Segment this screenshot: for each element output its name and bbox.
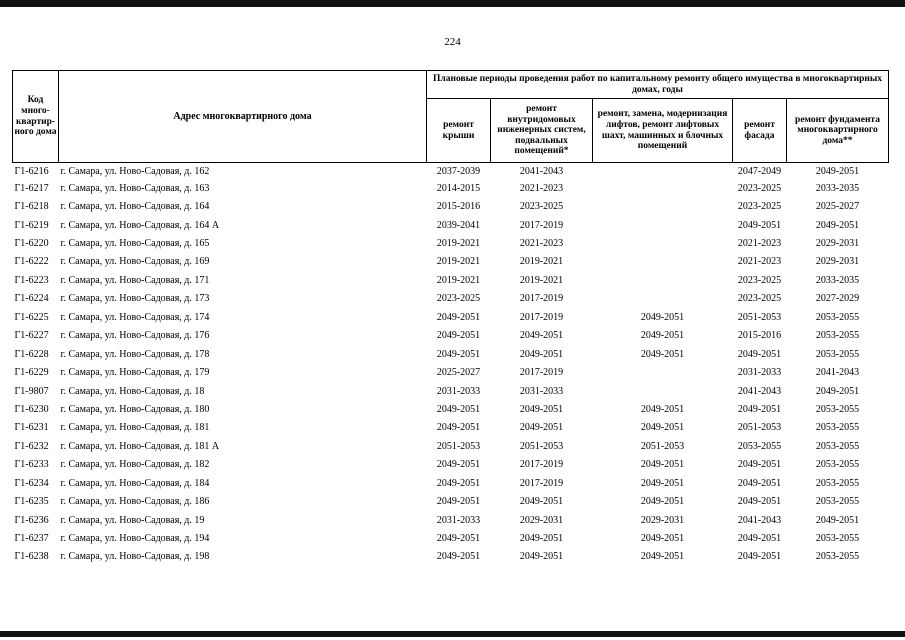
cell-facade: 2051-2053 bbox=[737, 422, 782, 434]
cell-code: Г1-6217 bbox=[14, 182, 49, 194]
cell-facade: 2023-2025 bbox=[737, 293, 782, 305]
table-row bbox=[13, 290, 889, 308]
cell-engineering: 2017-2019 bbox=[519, 367, 564, 379]
cell-address: г. Самара, ул. Ново-Садовая, д. 178 bbox=[60, 348, 210, 360]
cell-address: г. Самара, ул. Ново-Садовая, д. 164 А bbox=[60, 219, 220, 231]
cell-code: Г1-6236 bbox=[14, 514, 49, 526]
cell-foundation: 2049-2051 bbox=[815, 219, 860, 231]
cell-address: г. Самара, ул. Ново-Садовая, д. 182 bbox=[60, 459, 210, 471]
cell-elevators: 2049-2051 bbox=[640, 551, 685, 563]
cell-engineering: 2049-2051 bbox=[519, 403, 564, 415]
cell-engineering: 2029-2031 bbox=[519, 514, 564, 526]
table-row bbox=[13, 529, 889, 547]
table-row bbox=[13, 234, 889, 252]
cell-foundation: 2053-2055 bbox=[815, 422, 860, 434]
cell-roof: 2049-2051 bbox=[436, 477, 481, 489]
cell-address: г. Самара, ул. Ново-Садовая, д. 169 bbox=[60, 256, 210, 268]
cell-facade: 2049-2051 bbox=[737, 219, 782, 231]
cell-elevators bbox=[593, 290, 733, 308]
cell-code: Г1-6235 bbox=[14, 496, 49, 508]
table-row bbox=[13, 474, 889, 492]
cell-roof: 2025-2027 bbox=[436, 367, 481, 379]
cell-code: Г1-6228 bbox=[14, 348, 49, 360]
table-row bbox=[13, 382, 889, 400]
table-row bbox=[13, 400, 889, 418]
cell-foundation: 2053-2055 bbox=[815, 440, 860, 452]
bottom-border-bar bbox=[0, 631, 905, 637]
cell-engineering: 2041-2043 bbox=[519, 165, 564, 177]
cell-facade: 2049-2051 bbox=[737, 348, 782, 360]
header-roof: ремонт крыши bbox=[427, 99, 491, 163]
table-row bbox=[13, 271, 889, 289]
cell-foundation: 2049-2051 bbox=[815, 165, 860, 177]
cell-code: Г1-6224 bbox=[14, 293, 49, 305]
cell-engineering: 2019-2021 bbox=[519, 256, 564, 268]
cell-facade: 2023-2025 bbox=[737, 182, 782, 194]
cell-facade: 2053-2055 bbox=[737, 440, 782, 452]
cell-code: Г1-6234 bbox=[14, 477, 49, 489]
table-row bbox=[13, 308, 889, 326]
cell-address: г. Самара, ул. Ново-Садовая, д. 162 bbox=[60, 165, 210, 177]
cell-code: Г1-6230 bbox=[14, 403, 49, 415]
cell-facade: 2031-2033 bbox=[737, 367, 782, 379]
table-row bbox=[13, 216, 889, 234]
cell-address: г. Самара, ул. Ново-Садовая, д. 181 А bbox=[60, 440, 220, 452]
cell-roof: 2023-2025 bbox=[436, 293, 481, 305]
cell-foundation: 2049-2051 bbox=[815, 385, 860, 397]
table-row bbox=[13, 253, 889, 271]
header-code: Код много-квартир-ного дома bbox=[13, 71, 59, 163]
cell-address: г. Самара, ул. Ново-Садовая, д. 184 bbox=[60, 477, 210, 489]
cell-elevators bbox=[593, 253, 733, 271]
cell-foundation: 2049-2051 bbox=[815, 514, 860, 526]
cell-code: Г1-6233 bbox=[14, 459, 49, 471]
cell-elevators: 2029-2031 bbox=[640, 514, 685, 526]
cell-engineering: 2049-2051 bbox=[519, 422, 564, 434]
cell-foundation: 2053-2055 bbox=[815, 403, 860, 415]
cell-engineering: 2017-2019 bbox=[519, 459, 564, 471]
cell-roof: 2051-2053 bbox=[436, 440, 481, 452]
cell-roof: 2037-2039 bbox=[436, 165, 481, 177]
header-foundation: ремонт фундамента многоквартирного дома** bbox=[787, 99, 889, 163]
cell-address: г. Самара, ул. Ново-Садовая, д. 180 bbox=[60, 403, 210, 415]
cell-facade: 2041-2043 bbox=[737, 385, 782, 397]
cell-engineering: 2049-2051 bbox=[519, 330, 564, 342]
cell-roof: 2031-2033 bbox=[436, 385, 481, 397]
cell-code: Г1-6222 bbox=[14, 256, 49, 268]
cell-engineering: 2021-2023 bbox=[519, 238, 564, 250]
cell-facade: 2049-2051 bbox=[737, 403, 782, 415]
cell-roof: 2019-2021 bbox=[436, 274, 481, 286]
cell-foundation: 2029-2031 bbox=[815, 256, 860, 268]
cell-foundation: 2053-2055 bbox=[815, 533, 860, 545]
cell-address: г. Самара, ул. Ново-Садовая, д. 174 bbox=[60, 311, 210, 323]
cell-engineering: 2017-2019 bbox=[519, 219, 564, 231]
cell-address: г. Самара, ул. Ново-Садовая, д. 181 bbox=[60, 422, 210, 434]
cell-engineering: 2049-2051 bbox=[519, 496, 564, 508]
table-row bbox=[13, 363, 889, 381]
table-body bbox=[13, 163, 889, 567]
cell-engineering: 2051-2053 bbox=[519, 440, 564, 452]
cell-engineering: 2049-2051 bbox=[519, 533, 564, 545]
cell-foundation: 2025-2027 bbox=[815, 201, 860, 213]
cell-elevators bbox=[593, 197, 733, 215]
cell-foundation: 2053-2055 bbox=[815, 551, 860, 563]
cell-foundation: 2053-2055 bbox=[815, 311, 860, 323]
table-row bbox=[13, 197, 889, 215]
table-row bbox=[13, 345, 889, 363]
cell-address: г. Самара, ул. Ново-Садовая, д. 165 bbox=[60, 238, 210, 250]
table-row bbox=[13, 492, 889, 510]
header-facade: ремонт фасада bbox=[733, 99, 787, 163]
cell-engineering: 2017-2019 bbox=[519, 293, 564, 305]
cell-roof: 2049-2051 bbox=[436, 311, 481, 323]
cell-elevators bbox=[593, 179, 733, 197]
cell-address: г. Самара, ул. Ново-Садовая, д. 19 bbox=[60, 514, 205, 526]
cell-engineering: 2049-2051 bbox=[519, 348, 564, 360]
cell-address: г. Самара, ул. Ново-Садовая, д. 171 bbox=[60, 274, 210, 286]
cell-engineering: 2031-2033 bbox=[519, 385, 564, 397]
table-row bbox=[13, 437, 889, 455]
cell-facade: 2023-2025 bbox=[737, 274, 782, 286]
top-border-bar bbox=[0, 0, 905, 7]
cell-code: Г1-6232 bbox=[14, 440, 49, 452]
cell-elevators: 2051-2053 bbox=[640, 440, 685, 452]
cell-roof: 2049-2051 bbox=[436, 533, 481, 545]
cell-elevators: 2049-2051 bbox=[640, 348, 685, 360]
cell-address: г. Самара, ул. Ново-Садовая, д. 164 bbox=[60, 201, 210, 213]
cell-roof: 2014-2015 bbox=[436, 182, 481, 194]
header-address: Адрес многоквартирного дома bbox=[59, 71, 427, 163]
table-row bbox=[13, 511, 889, 529]
cell-foundation: 2053-2055 bbox=[815, 459, 860, 471]
cell-elevators bbox=[593, 216, 733, 234]
cell-engineering: 2049-2051 bbox=[519, 551, 564, 563]
cell-roof: 2049-2051 bbox=[436, 348, 481, 360]
cell-foundation: 2033-2035 bbox=[815, 274, 860, 286]
cell-code: Г1-6237 bbox=[14, 533, 49, 545]
cell-facade: 2021-2023 bbox=[737, 256, 782, 268]
cell-engineering: 2021-2023 bbox=[519, 182, 564, 194]
cell-facade: 2047-2049 bbox=[737, 165, 782, 177]
cell-facade: 2049-2051 bbox=[737, 496, 782, 508]
cell-address: г. Самара, ул. Ново-Садовая, д. 194 bbox=[60, 533, 210, 545]
cell-facade: 2051-2053 bbox=[737, 311, 782, 323]
header-periods-group: Плановые периоды проведения работ по капитальному ремонту общего имущества в многоквартирных домах, годы bbox=[427, 71, 889, 99]
cell-address: г. Самара, ул. Ново-Садовая, д. 179 bbox=[60, 367, 210, 379]
cell-elevators: 2049-2051 bbox=[640, 496, 685, 508]
cell-roof: 2049-2051 bbox=[436, 330, 481, 342]
cell-foundation: 2053-2055 bbox=[815, 330, 860, 342]
cell-elevators: 2049-2051 bbox=[640, 459, 685, 471]
cell-foundation: 2027-2029 bbox=[815, 293, 860, 305]
cell-facade: 2023-2025 bbox=[737, 201, 782, 213]
cell-roof: 2039-2041 bbox=[436, 219, 481, 231]
cell-engineering: 2023-2025 bbox=[519, 201, 564, 213]
table-row bbox=[13, 456, 889, 474]
header-elevators: ремонт, замена, модернизация лифтов, ремонт лифтовых шахт, машинных и блочных помещений bbox=[593, 99, 733, 163]
cell-elevators: 2049-2051 bbox=[640, 403, 685, 415]
cell-roof: 2049-2051 bbox=[436, 551, 481, 563]
cell-facade: 2021-2023 bbox=[737, 238, 782, 250]
cell-roof: 2049-2051 bbox=[436, 403, 481, 415]
cell-elevators bbox=[593, 234, 733, 252]
cell-elevators: 2049-2051 bbox=[640, 477, 685, 489]
cell-roof: 2015-2016 bbox=[436, 201, 481, 213]
cell-foundation: 2053-2055 bbox=[815, 496, 860, 508]
cell-address: г. Самара, ул. Ново-Садовая, д. 198 bbox=[60, 551, 210, 563]
table-row bbox=[13, 419, 889, 437]
cell-elevators bbox=[593, 382, 733, 400]
cell-foundation: 2053-2055 bbox=[815, 348, 860, 360]
cell-roof: 2049-2051 bbox=[436, 496, 481, 508]
cell-foundation: 2041-2043 bbox=[815, 367, 860, 379]
cell-address: г. Самара, ул. Ново-Садовая, д. 176 bbox=[60, 330, 210, 342]
cell-code: Г1-6216 bbox=[14, 165, 49, 177]
cell-facade: 2049-2051 bbox=[737, 533, 782, 545]
cell-facade: 2049-2051 bbox=[737, 551, 782, 563]
header-engineering: ремонт внутридомовых инженерных систем, подвальных помещений* bbox=[491, 99, 593, 163]
cell-foundation: 2029-2031 bbox=[815, 238, 860, 250]
cell-elevators bbox=[593, 163, 733, 180]
cell-code: Г1-6227 bbox=[14, 330, 49, 342]
cell-roof: 2049-2051 bbox=[436, 422, 481, 434]
cell-engineering: 2019-2021 bbox=[519, 274, 564, 286]
cell-code: Г1-6218 bbox=[14, 201, 49, 213]
cell-elevators bbox=[593, 363, 733, 381]
cell-address: г. Самара, ул. Ново-Садовая, д. 173 bbox=[60, 293, 210, 305]
cell-foundation: 2053-2055 bbox=[815, 477, 860, 489]
cell-code: Г1-6219 bbox=[14, 219, 49, 231]
cell-address: г. Самара, ул. Ново-Садовая, д. 186 bbox=[60, 496, 210, 508]
table-row bbox=[13, 163, 889, 180]
cell-code: Г1-9807 bbox=[14, 385, 49, 397]
capital-repair-schedule-table bbox=[12, 70, 889, 566]
cell-facade: 2049-2051 bbox=[737, 477, 782, 489]
cell-code: Г1-6229 bbox=[14, 367, 49, 379]
cell-code: Г1-6225 bbox=[14, 311, 49, 323]
cell-code: Г1-6238 bbox=[14, 551, 49, 563]
cell-code: Г1-6223 bbox=[14, 274, 49, 286]
cell-code: Г1-6231 bbox=[14, 422, 49, 434]
table-row bbox=[13, 327, 889, 345]
cell-elevators: 2049-2051 bbox=[640, 422, 685, 434]
cell-facade: 2049-2051 bbox=[737, 459, 782, 471]
cell-facade: 2041-2043 bbox=[737, 514, 782, 526]
cell-address: г. Самара, ул. Ново-Садовая, д. 163 bbox=[60, 182, 210, 194]
cell-engineering: 2017-2019 bbox=[519, 311, 564, 323]
cell-elevators bbox=[593, 271, 733, 289]
cell-code: Г1-6220 bbox=[14, 238, 49, 250]
cell-foundation: 2033-2035 bbox=[815, 182, 860, 194]
cell-roof: 2019-2021 bbox=[436, 238, 481, 250]
table-row bbox=[13, 179, 889, 197]
table-row bbox=[13, 548, 889, 566]
cell-roof: 2031-2033 bbox=[436, 514, 481, 526]
cell-engineering: 2017-2019 bbox=[519, 477, 564, 489]
page-number: 224 bbox=[444, 36, 461, 48]
cell-roof: 2049-2051 bbox=[436, 459, 481, 471]
cell-elevators: 2049-2051 bbox=[640, 533, 685, 545]
cell-facade: 2015-2016 bbox=[737, 330, 782, 342]
cell-roof: 2019-2021 bbox=[436, 256, 481, 268]
cell-elevators: 2049-2051 bbox=[640, 330, 685, 342]
cell-address: г. Самара, ул. Ново-Садовая, д. 18 bbox=[60, 385, 205, 397]
cell-elevators: 2049-2051 bbox=[640, 311, 685, 323]
